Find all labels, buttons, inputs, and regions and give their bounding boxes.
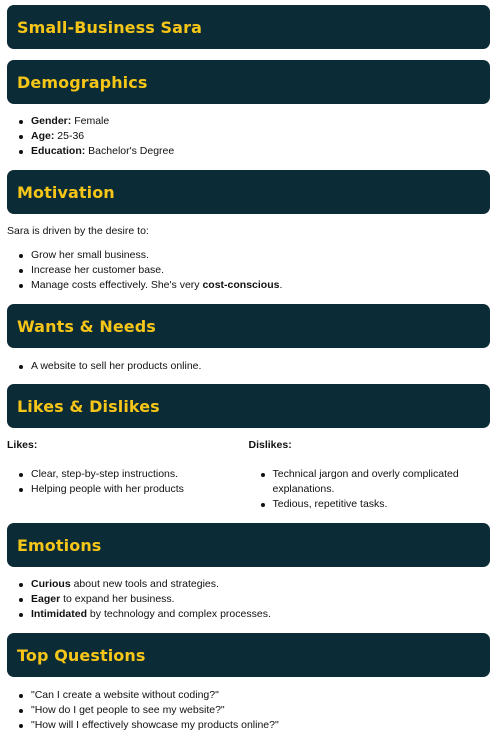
emotions-heading: Emotions bbox=[17, 535, 102, 555]
likes-dislikes-heading: Likes & Dislikes bbox=[17, 396, 160, 416]
dislikes-title: Dislikes: bbox=[248, 439, 292, 451]
wants-header bbox=[7, 304, 490, 348]
motivation-intro: Sara is driven by the desire to: bbox=[7, 225, 149, 237]
item-text: . bbox=[279, 279, 283, 291]
motivation-list bbox=[7, 248, 490, 293]
item-label: Education: bbox=[31, 145, 86, 157]
list-item bbox=[31, 144, 490, 159]
list-item: Grow her small business. bbox=[31, 248, 490, 263]
dislikes-list bbox=[249, 467, 491, 512]
list-item bbox=[31, 129, 490, 144]
demographics-header bbox=[7, 60, 490, 104]
item-label: Age: bbox=[31, 130, 55, 142]
likes-dislikes-columns bbox=[7, 438, 490, 512]
motivation-heading: Motivation bbox=[17, 182, 115, 202]
item-emphasis: Eager bbox=[31, 593, 61, 605]
demographics-heading: Demographics bbox=[17, 72, 148, 92]
list-item bbox=[31, 607, 490, 622]
persona-title: Small-Business Sara bbox=[17, 17, 202, 37]
questions-heading: Top Questions bbox=[17, 645, 146, 665]
list-item: Helping people with her products bbox=[31, 482, 249, 497]
item-text: to expand her business. bbox=[60, 593, 175, 605]
item-text: Manage costs effectively. She's very bbox=[31, 279, 203, 291]
item-text: about new tools and strategies. bbox=[70, 578, 219, 590]
wants-list bbox=[7, 359, 490, 374]
list-item: Technical jargon and overly complicated explanations. bbox=[273, 467, 491, 497]
questions-header bbox=[7, 633, 490, 677]
motivation-header bbox=[7, 170, 490, 214]
likes-title: Likes: bbox=[7, 439, 38, 451]
list-item: "Can I create a website without coding?" bbox=[31, 688, 490, 703]
item-value: 25-36 bbox=[57, 130, 85, 142]
likes-dislikes-header bbox=[7, 384, 490, 428]
item-text: by technology and complex processes. bbox=[87, 608, 271, 620]
list-item: "How will I effectively showcase my products online?" bbox=[31, 718, 490, 733]
item-emphasis: cost-conscious bbox=[202, 279, 280, 291]
list-item bbox=[31, 577, 490, 592]
list-item: A website to sell her products online. bbox=[31, 359, 490, 374]
list-item bbox=[31, 114, 490, 129]
item-value: Bachelor's Degree bbox=[88, 145, 175, 157]
questions-list bbox=[7, 688, 490, 733]
list-item: Tedious, repetitive tasks. bbox=[273, 497, 491, 512]
list-item: "How do I get people to see my website?" bbox=[31, 703, 490, 718]
dislikes-column bbox=[249, 438, 491, 512]
item-emphasis: Curious bbox=[31, 578, 71, 590]
title-banner bbox=[7, 5, 490, 49]
demographics-list bbox=[7, 114, 490, 159]
emotions-list bbox=[7, 577, 490, 622]
emotions-header bbox=[7, 523, 490, 567]
item-label: Gender: bbox=[31, 115, 72, 127]
list-item bbox=[31, 278, 490, 293]
likes-column bbox=[7, 438, 249, 512]
item-emphasis: Intimidated bbox=[31, 608, 88, 620]
list-item: Clear, step-by-step instructions. bbox=[31, 467, 249, 482]
likes-list bbox=[7, 467, 249, 497]
list-item bbox=[31, 592, 490, 607]
wants-heading: Wants & Needs bbox=[17, 316, 156, 336]
item-value: Female bbox=[74, 115, 110, 127]
list-item: Increase her customer base. bbox=[31, 263, 490, 278]
